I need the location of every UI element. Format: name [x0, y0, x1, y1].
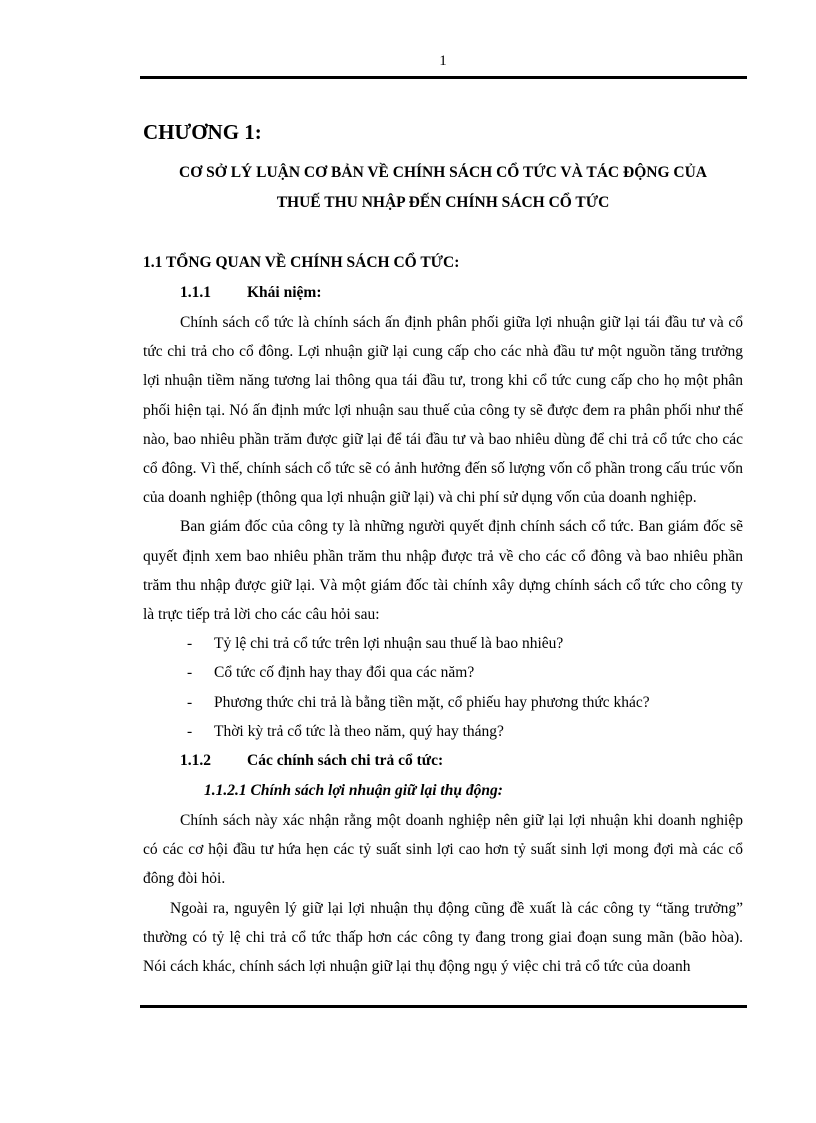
subsection-title: Khái niệm:	[247, 284, 322, 301]
bullet-dash: -	[187, 635, 193, 653]
list-item: - Tỷ lệ chi trả cổ tức trên lợi nhuận sau thuế là bao nhiêu?	[187, 629, 743, 658]
paragraph: Chính sách này xác nhận rằng một doanh nghiệp nên giữ lại lợi nhuận khi doanh nghiệp có các cơ hội đầu tư hứa hẹn các tỷ suất sinh lợi cao hơn tỷ suất sinh lợi mong đợi mà các cổ đông đòi hỏi.	[143, 812, 743, 888]
subsection-heading-1-1-1	[143, 278, 743, 308]
bullet-dash: -	[187, 693, 193, 711]
list-item: - Thời kỳ trả cổ tức là theo năm, quý hay tháng?	[187, 717, 743, 746]
chapter-title-line-2: THUẾ THU NHẬP ĐẾN CHÍNH SÁCH CỔ TỨC	[276, 194, 610, 211]
paragraph: Chính sách cổ tức là chính sách ấn định phân phối giữa lợi nhuận giữ lại tái đầu tư và cổ tức chi trả cho cổ đông. Lợi nhuận giữ lại cung cấp cho các nhà đầu tư một nguồn tăng trưởng lợi nhuận tiềm năng tương lai thông qua tái đầu tư, trong khi cổ tức cung cấp cho họ một phân phối hiện tại. Nó ấn định mức lợi nhuận sau thuế của công ty sẽ được đem ra phân phối như thế nào, bao nhiêu phần trăm được giữ lại để tái đầu tư và bao nhiêu dùng để chi trả cổ tức cho các cổ đông. Vì thế, chính sách cổ tức sẽ có ảnh hưởng đến số lượng vốn cổ phần trong cấu trúc vốn của doanh nghiệp (thông qua lợi nhuận giữ lại) và chi phí sử dụng vốn của doanh nghiệp.	[143, 314, 743, 507]
subsection-title: Các chính sách chi trả cổ tức:	[247, 752, 444, 770]
footer-rule	[140, 1005, 747, 1008]
document-body	[143, 113, 743, 981]
subsection-number: 1.1.1	[180, 284, 211, 301]
paragraph: Ban giám đốc của công ty là những người quyết định chính sách cổ tức. Ban giám đốc sẽ quyết định xem bao nhiêu phần trăm thu nhập được trả về cho các cổ đông và bao nhiêu phần trăm thu nhập được giữ lại. Và một giám đốc tài chính xây dựng chính sách cổ tức cho công ty là trực tiếp trả lời cho các câu hỏi sau:	[143, 518, 743, 624]
subsection-heading-1-1-2	[143, 746, 743, 776]
subsection-number: 1.1.2	[180, 752, 211, 770]
question-list	[143, 629, 743, 746]
list-item: - Cổ tức cố định hay thay đổi qua các năm?	[187, 658, 743, 687]
list-item: - Phương thức chi trả là bằng tiền mặt, cổ phiếu hay phương thức khác?	[187, 688, 743, 717]
chapter-title-line-1: CƠ SỞ LÝ LUẬN CƠ BẢN VỀ CHÍNH SÁCH CỔ TỨC VÀ TÁC ĐỘNG CỦA	[179, 164, 707, 181]
chapter-label: CHƯƠNG 1:	[143, 120, 262, 144]
section-heading-1-1: 1.1 TỔNG QUAN VỀ CHÍNH SÁCH CỔ TỨC:	[143, 254, 460, 271]
subsubsection-heading-1-1-2-1: 1.1.2.1 Chính sách lợi nhuận giữ lại thụ động:	[204, 782, 503, 800]
bullet-dash: -	[187, 722, 193, 740]
page-number: 1	[439, 53, 447, 69]
paragraph: Ngoài ra, nguyên lý giữ lại lợi nhuận thụ động cũng đề xuất là các công ty “tăng trưởng” thường có tỷ lệ chi trả cổ tức thấp hơn các công ty đang trong giai đoạn sung mãn (bão hòa). Nói cách khác, chính sách lợi nhuận giữ lại thụ động ngụ ý việc chi trả cổ tức của doanh	[143, 899, 743, 976]
header-rule	[140, 76, 747, 79]
chapter-title	[143, 158, 743, 218]
bullet-dash: -	[187, 664, 193, 682]
